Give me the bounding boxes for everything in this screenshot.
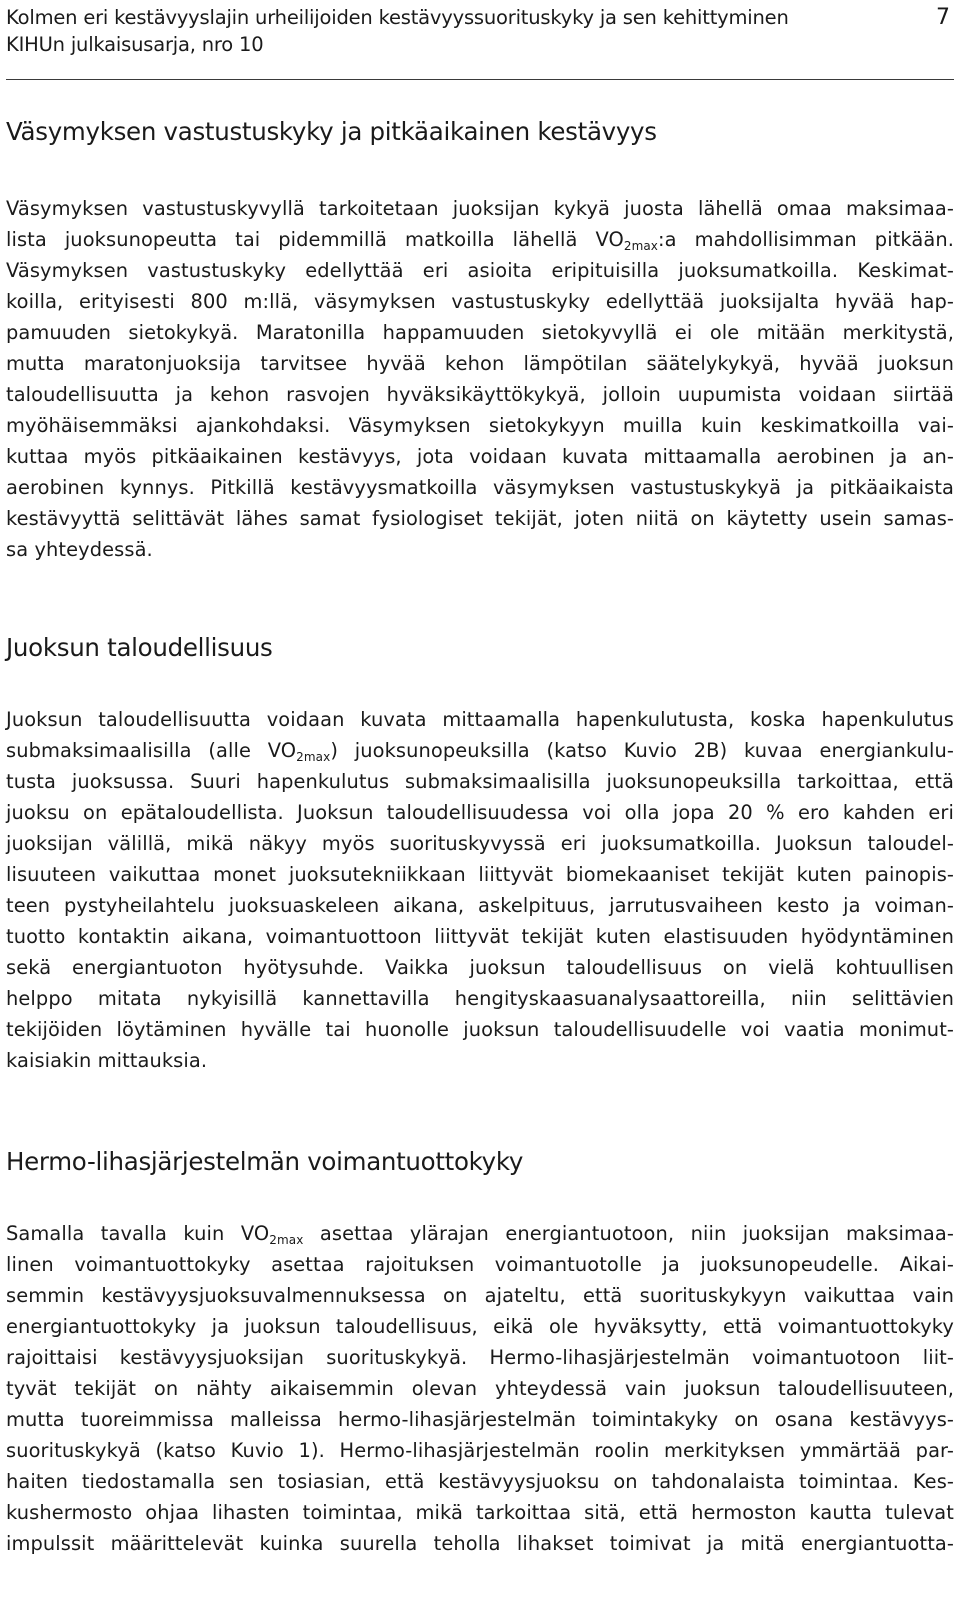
text-line: sa yhteydessä. xyxy=(6,538,153,561)
text-line: semmin kestävyysjuoksuvalmennuksessa on ajateltu, että suorituskykyyn vaikuttaa vain xyxy=(6,1284,954,1307)
text-line: tyvät tekijät on nähty aikaisemmin olevan yhteydessä vain juoksun taloudellisuuteen, xyxy=(6,1377,954,1400)
text-line: haiten tiedostamalla sen tosiasian, että kestävyysjuoksu on tahdonalaista toimintaa. Kes- xyxy=(6,1470,954,1493)
vo2-subscript: 2max xyxy=(296,750,331,764)
section-paragraph xyxy=(6,1218,954,1559)
section-heading: Juoksun taloudellisuus xyxy=(6,633,273,662)
text-line: koilla, erityisesti 800 m:llä, väsymyksen vastustuskyky edellyttää juoksijalta hyvää hap- xyxy=(6,290,954,313)
text-line: helppo mitata nykyisillä kannettavilla hengityskaasuanalysaattoreilla, niin selittävien xyxy=(6,987,954,1010)
page-number: 7 xyxy=(936,5,950,30)
text-line: Juoksun taloudellisuutta voidaan kuvata mittaamalla hapenkulutusta, koska hapenkulutus xyxy=(6,708,954,731)
section-paragraph xyxy=(6,193,954,565)
text-line: submaksimaalisilla (alle $VO_{2max}$) juoksunopeuksilla (katso Kuvio 2B) kuvaa energiankulu- xyxy=(6,739,954,764)
section-heading: Väsymyksen vastustuskyky ja pitkäaikainen kestävyys xyxy=(6,117,657,146)
text-line: lista juoksunopeutta tai pidemmillä matkoilla lähellä $VO_{2max}:a$ mahdollisimman pitkään. xyxy=(6,228,954,253)
text-line: aerobinen kynnys. Pitkillä kestävyysmatkoilla väsymyksen vastustuskykyä ja pitkäaikaista xyxy=(6,476,954,499)
text-line: energiantuottokyky ja juoksun taloudellisuus, eikä ole hyväksytty, että voimantuottokyky xyxy=(6,1315,954,1338)
text-line: kaisiakin mittauksia. xyxy=(6,1049,208,1072)
vo2-subscript: 2max xyxy=(269,1233,304,1247)
header-rule xyxy=(6,79,954,80)
section-paragraph xyxy=(6,704,954,1076)
text-line: Samalla tavalla kuin $VO_{2max}$ asettaa ylärajan energiantuotoon, niin juoksijan maksimaa- xyxy=(6,1222,954,1247)
text-line: rajoittaisi kestävyysjuoksijan suorituskykyä. Hermo-lihasjärjestelmän voimantuotoon liit- xyxy=(6,1346,954,1369)
text-line: kushermosto ohjaa lihasten toimintaa, mikä tarkoittaa sitä, että hermoston kautta tulevat xyxy=(6,1501,954,1524)
text-line: impulssit määrittelevät kuinka suurella teholla lihakset toimivat ja mitä energiantuotta- xyxy=(6,1532,954,1555)
series-title: KIHUn julkaisusarja, nro 10 xyxy=(6,33,264,56)
text-line: teen pystyheilahtelu juoksuaskeleen aikana, askelpituus, jarrutusvaiheen kesto ja voiman- xyxy=(6,894,954,917)
text-line: pamuuden sietokykyä. Maratonilla happamuuden sietokyvyllä ei ole mitään merkitystä, xyxy=(6,321,954,344)
document-page xyxy=(6,0,954,1622)
running-title: Kolmen eri kestävyyslajin urheilijoiden kestävyyssuorituskyky ja sen kehittyminen xyxy=(6,6,789,29)
text-line: tuotto kontaktin aikana, voimantuottoon liittyvät tekijät kuten elastisuuden hyödyntäminen xyxy=(6,925,954,948)
text-line: Väsymyksen vastustuskyvyllä tarkoitetaan juoksijan kykyä juosta lähellä omaa maksimaa- xyxy=(6,197,954,220)
vo2-subscript: 2max xyxy=(623,239,659,253)
text-line: mutta maratonjuoksija tarvitsee hyvää kehon lämpötilan säätelykykyä, hyvää juoksun xyxy=(6,352,954,375)
text-line: kuttaa myös pitkäaikainen kestävyys, jota voidaan kuvata mittaamalla aerobinen ja an- xyxy=(6,445,954,468)
section-heading: Hermo-lihasjärjestelmän voimantuottokyky xyxy=(6,1147,524,1176)
text-line: lisuuteen vaikuttaa monet juoksutekniikkaan liittyvät biomekaaniset tekijät kuten painopis- xyxy=(6,863,954,886)
text-line: taloudellisuutta ja kehon rasvojen hyväksikäyttökykyä, jolloin uupumista voidaan siirtää xyxy=(6,383,954,406)
text-line: kestävyyttä selittävät lähes samat fysiologiset tekijät, joten niitä on käytetty usein samas- xyxy=(6,507,954,530)
text-line: mutta tuoreimmissa malleissa hermo-lihasjärjestelmän toimintakyky on osana kestävyys- xyxy=(6,1408,954,1431)
text-line: Väsymyksen vastustuskyky edellyttää eri asioita eripituisilla juoksumatkoilla. Keskimat- xyxy=(6,259,954,282)
running-header xyxy=(6,4,954,58)
text-line: suorituskykyä (katso Kuvio 1). Hermo-lihasjärjestelmän roolin merkityksen ymmärtää par- xyxy=(6,1439,954,1462)
text-line: sekä energiantuoton hyötysuhde. Vaikka juoksun taloudellisuus on vielä kohtuullisen xyxy=(6,956,954,979)
text-line: tusta juoksussa. Suuri hapenkulutus submaksimaalisilla juoksunopeuksilla tarkoittaa, että xyxy=(6,770,954,793)
text-line: linen voimantuottokyky asettaa rajoituksen voimantuotolle ja juoksunopeudelle. Aikai- xyxy=(6,1253,954,1276)
text-line: myöhäisemmäksi ajankohdaksi. Väsymyksen sietokykyyn muilla kuin keskimatkoilla vai- xyxy=(6,414,954,437)
text-line: juoksu on epätaloudellista. Juoksun taloudellisuudessa voi olla jopa 20 % ero kahden eri xyxy=(6,801,954,824)
text-line: tekijöiden löytäminen hyvälle tai huonolle juoksun taloudellisuudelle voi vaatia monimut- xyxy=(6,1018,954,1041)
text-line: juoksijan välillä, mikä näkyy myös suorituskyvyssä eri juoksumatkoilla. Juoksun taloudel- xyxy=(6,832,954,855)
